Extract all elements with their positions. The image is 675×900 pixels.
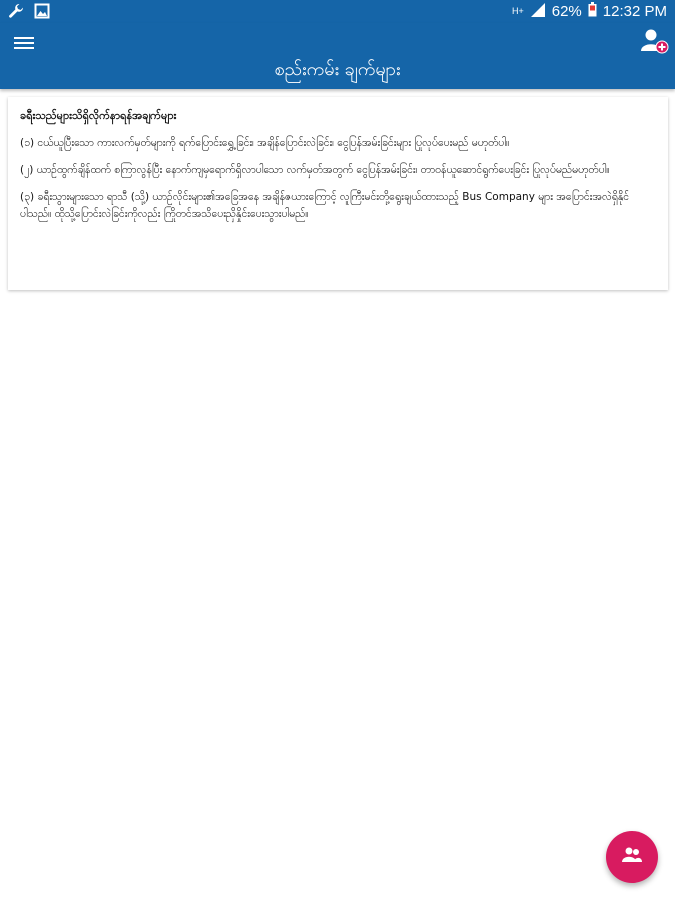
- status-left-icons: [8, 3, 50, 23]
- signal-icon: [530, 3, 546, 21]
- terms-item-2: (၂) ယာဉ်ထွက်ချိန်ထက် စကြာလွန်ပြီး နောက်ကျမှရောက်ရှိလာပါသော လက်မှတ်အတွက် ငွေပြန်အမ်းခြင်း၊ တာဝန်ယူဆောင်ရွက်ပေးခြင်း ပြုလုပ်မည်မဟုတ်ပါ။: [20, 164, 610, 176]
- network-type: H+: [511, 6, 524, 16]
- contact-fab-button[interactable]: [606, 831, 658, 883]
- status-bar: [0, 0, 675, 23]
- image-icon: [34, 3, 50, 23]
- battery-level: 62%: [551, 3, 582, 20]
- terms-card: [8, 97, 668, 290]
- status-right-indicators: [512, 2, 667, 21]
- page-title: စည်းကမ်း ချက်များ: [274, 59, 401, 80]
- wrench-icon: [8, 3, 24, 23]
- terms-heading: ခရီးသည်များသိရှိလိုက်နာရန်အချက်များ: [20, 109, 177, 122]
- hamburger-icon[interactable]: [14, 35, 34, 51]
- terms-item-3: (၃) ခရီးသွားများသော ရာသီ (သို့) ယာဉ်လိုင်းများ၏အခြေအနေ အချိန်ဇယားကြောင့် လူကြီးမင်းတို့ရွေးချယ်ထားသည့် Bus Company များ အပြောင်းအလဲရှိနိုင်ပါသည်။ ထိုသို့ပြောင်းလဲခြင်းကိုလည်း ကြိုတင်အသိပေးညှိနှိုင်းပေးသွားပါမည်။: [20, 191, 630, 220]
- clock: 12:32 PM: [602, 3, 667, 20]
- group-icon: [621, 846, 643, 868]
- account-add-icon[interactable]: [641, 27, 669, 55]
- terms-item-1: (၁) ငယ်ယူပြီးသော ကားလက်မှတ်များကို ရက်ပြောင်းရွှေ့ခြင်း၊ အချိန်ပြောင်းလဲခြင်း၊ ငွေပြန်အမ်းခြင်းများ ပြုလုပ်ပေးမည် မဟုတ်ပါ။: [20, 137, 510, 149]
- app-bar: [0, 23, 675, 89]
- battery-icon: [588, 2, 597, 21]
